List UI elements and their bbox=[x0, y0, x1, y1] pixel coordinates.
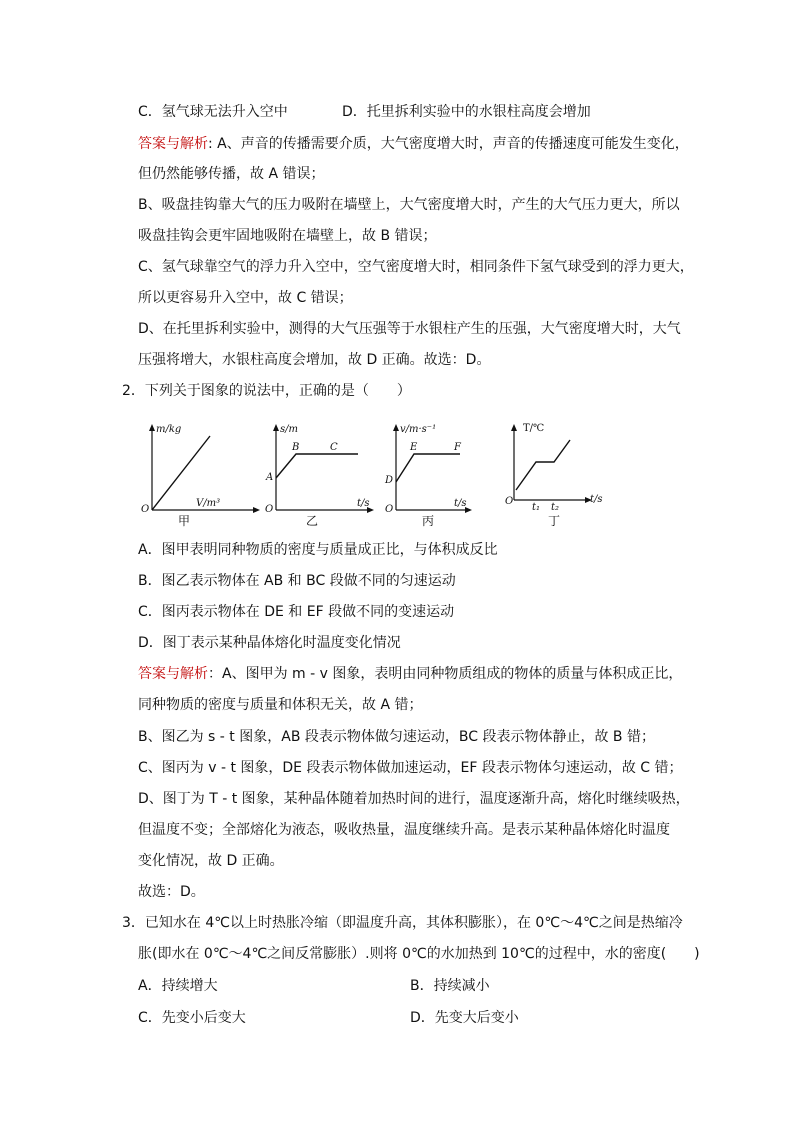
q1-answer-text: C、氢气球靠空气的浮力升入空中，空气密度增大时，相同条件下氢气球受到的浮力更大， bbox=[138, 259, 694, 275]
graph-ding-svg bbox=[496, 418, 628, 530]
q2-answer-text: 但温度不变；全部熔化为液态，吸收热量，温度继续升高。是表示某种晶体熔化时温度 bbox=[138, 822, 670, 838]
y-axis-label: s/m bbox=[280, 424, 298, 435]
q2-answer-text: 同种物质的密度与质量和体积无关，故 A 错； bbox=[138, 697, 423, 713]
x-axis-label: t/s bbox=[357, 498, 370, 509]
q3-option-d: D．先变大后变小 bbox=[410, 1010, 519, 1026]
point-label: F bbox=[454, 442, 461, 453]
point-label: A bbox=[266, 472, 274, 483]
y-axis-arrow bbox=[393, 424, 399, 431]
x-axis-label: t/s bbox=[454, 498, 467, 509]
answer-label: 答案与解析 bbox=[138, 666, 208, 682]
x-axis-label: t/s bbox=[590, 494, 603, 505]
x-axis-label: V/m³ bbox=[196, 498, 221, 509]
tick-label: t₂ bbox=[551, 502, 560, 513]
graph-caption: 丙 bbox=[422, 514, 435, 528]
q3-stem-line2: 胀(即水在 0℃～4℃之间反常膨胀）.则将 0℃的水加热到 10℃的过程中，水的密度( ) bbox=[138, 946, 700, 962]
q3-option-c: C．先变小后变大 bbox=[138, 1010, 246, 1026]
y-axis-arrow bbox=[273, 424, 279, 431]
q2-option-a: A．图甲表明同种物质的密度与质量成正比，与体积成反比 bbox=[138, 542, 498, 558]
graph-line bbox=[516, 440, 570, 490]
y-axis-arrow bbox=[511, 424, 517, 431]
q2-answer-text: B、图乙为 s - t 图象，AB 段表示物体做匀速运动，BC 段表示物体静止，故 B 错； bbox=[138, 729, 655, 745]
graph-caption: 丁 bbox=[548, 514, 561, 528]
q2-option-d: D．图丁表示某种晶体熔化时温度变化情况 bbox=[138, 635, 401, 651]
q2-answer-text: 变化情况，故 D 正确。 bbox=[138, 853, 284, 869]
answer-text: : A、声音的传播需要介质，大气密度增大时，声音的传播速度可能发生变化， bbox=[208, 136, 689, 152]
q2-answer-text: 故选：D。 bbox=[138, 884, 205, 900]
q2-option-b: B．图乙表示物体在 AB 和 BC 段做不同的匀速运动 bbox=[138, 573, 456, 589]
q2-answer-text: C、图丙为 v - t 图象，DE 段表示物体做加速运动，EF 段表示物体匀速运动，故 C 错； bbox=[138, 760, 683, 776]
point-label: B bbox=[292, 442, 300, 453]
graph-jia bbox=[138, 418, 270, 530]
point-label: E bbox=[410, 442, 418, 453]
q3-option-a: A．持续增大 bbox=[138, 978, 218, 994]
y-axis-label: v/m·s⁻¹ bbox=[400, 424, 437, 435]
graph-ding bbox=[496, 418, 628, 530]
q1-answer-text: 所以更容易升入空中，故 C 错误； bbox=[138, 290, 353, 306]
q1-answer-text: 但仍然能够传播，故 A 错误； bbox=[138, 166, 325, 182]
q1-option-d: D．托里拆利实验中的水银柱高度会增加 bbox=[342, 104, 591, 120]
answer-label: 答案与解析 bbox=[138, 136, 208, 152]
q2-option-c: C．图丙表示物体在 DE 和 EF 段做不同的变速运动 bbox=[138, 604, 455, 620]
y-axis-label: T/℃ bbox=[523, 423, 545, 434]
q1-answer-text: 压强将增大，水银柱高度会增加，故 D 正确。故选：D。 bbox=[138, 352, 491, 368]
q2-stem: 2．下列关于图象的说法中，正确的是（ ） bbox=[122, 383, 411, 399]
point-label: C bbox=[330, 442, 338, 453]
q1-answer-text: B、吸盘挂钩靠大气的压力吸附在墙壁上，大气密度增大时，产生的大气压力更大，所以 bbox=[138, 197, 680, 213]
answer-text: ：A、图甲为 m - v 图象，表明由同种物质组成的物体的质量与体积成正比， bbox=[208, 666, 683, 682]
y-axis-label: m/kg bbox=[156, 424, 182, 435]
q1-answer-line bbox=[138, 134, 689, 154]
graph-caption: 乙 bbox=[306, 514, 319, 528]
q2-answer-line bbox=[138, 664, 682, 684]
origin-label: O bbox=[505, 496, 514, 507]
origin-label: O bbox=[385, 504, 394, 515]
graph-caption: 甲 bbox=[178, 514, 191, 528]
q3-stem-line1: 3．已知水在 4℃以上时热胀冷缩（即温度升高，其体积膨胀），在 0℃～4℃之间是热缩冷 bbox=[122, 915, 683, 931]
q1-option-c: C．氢气球无法升入空中 bbox=[138, 104, 288, 120]
graph-yi bbox=[262, 418, 394, 530]
q2-answer-text: D、图丁为 T - t 图象，某种晶体随着加热时间的进行，温度逐渐升高，熔化时继续吸热， bbox=[138, 791, 690, 807]
origin-label: O bbox=[265, 504, 274, 515]
graph-line bbox=[396, 454, 460, 482]
q1-answer-text: D、在托里拆利实验中，测得的大气压强等于水银柱产生的压强，大气密度增大时，大气 bbox=[138, 321, 681, 337]
origin-label: O bbox=[141, 504, 150, 515]
y-axis-arrow bbox=[149, 424, 155, 431]
graph-bing bbox=[382, 418, 514, 530]
tick-label: t₁ bbox=[532, 502, 541, 513]
point-label: D bbox=[385, 475, 394, 486]
q1-answer-text: 吸盘挂钩会更牢固地吸附在墙壁上，故 B 错误； bbox=[138, 228, 437, 244]
x-axis-arrow bbox=[253, 507, 260, 513]
graph-line bbox=[276, 454, 358, 478]
q3-option-b: B．持续减小 bbox=[410, 978, 490, 994]
